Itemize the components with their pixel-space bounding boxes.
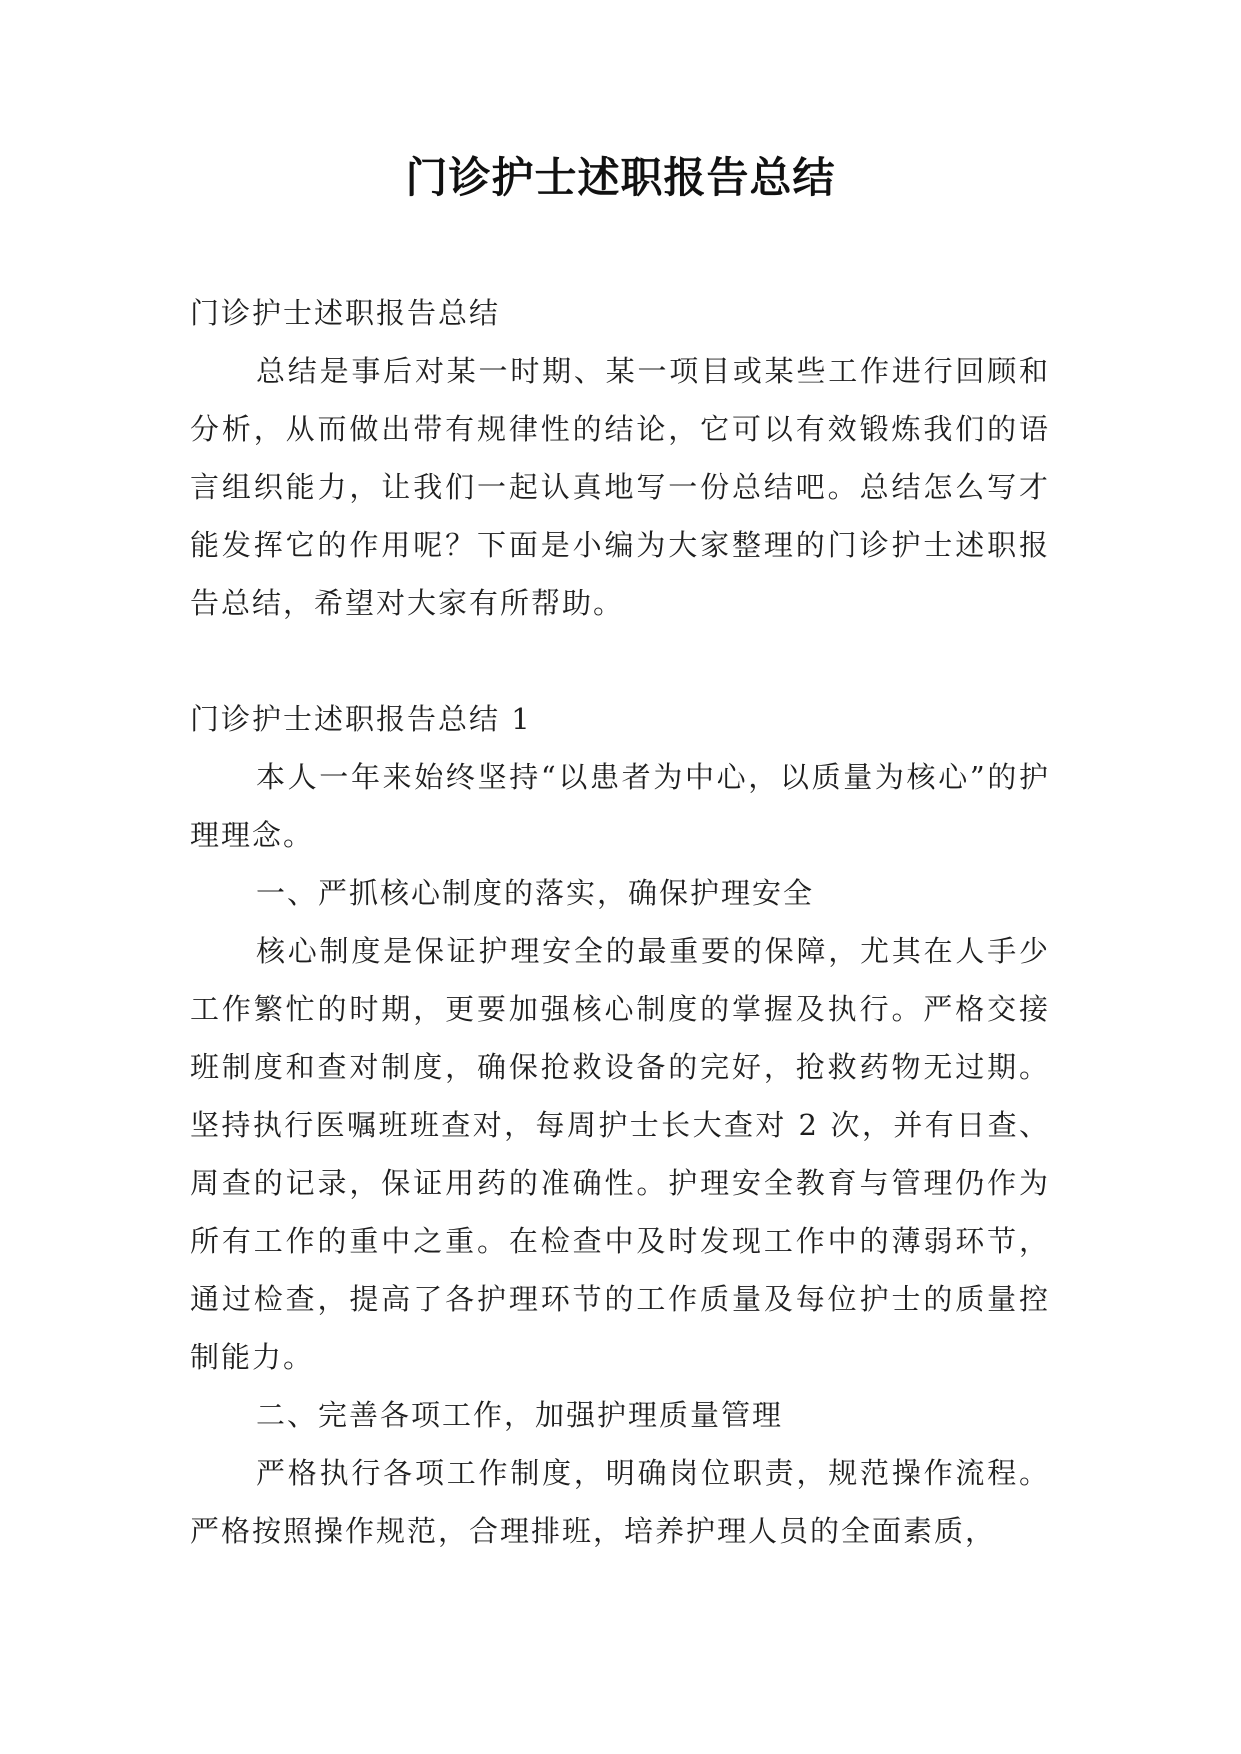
document-title: 门诊护士述职报告总结: [405, 153, 836, 202]
intro-paragraph: 总结是事后对某一时期、某一项目或某些工作进行回顾和分析，从而做出带有规律性的结论，它可以有效锻炼我们的语言组织能力，让我们一起认真地写一份总结吧。总结怎么写才能发挥它的作用呢？下面是小编为大家整理的门诊护士述职报告总结，希望对大家有所帮助。: [190, 354, 1050, 620]
section-1-heading: 门诊护士述职报告总结 1: [190, 702, 532, 736]
section-1-subheading-1: 一、严抓核心制度的落实，确保护理安全: [256, 876, 815, 910]
section-1-subheading-2: 二、完善各项工作，加强护理质量管理: [256, 1398, 784, 1432]
intro-heading: 门诊护士述职报告总结: [190, 296, 501, 330]
section-1-paragraph-1: 本人一年来始终坚持“以患者为中心，以质量为核心”的护理理念。: [190, 760, 1050, 852]
document-body: [190, 284, 1050, 1560]
section-1-paragraph-3: 严格执行各项工作制度，明确岗位职责，规范操作流程。严格按照操作规范，合理排班，培养护理人员的全面素质，: [190, 1456, 1050, 1548]
section-1-paragraph-2: 核心制度是保证护理安全的最重要的保障，尤其在人手少工作繁忙的时期，更要加强核心制度的掌握及执行。严格交接班制度和查对制度，确保抢救设备的完好，抢救药物无过期。坚持执行医嘱班班查对，每周护士长大查对 2 次，并有日查、周查的记录，保证用药的准确性。护理安全教育与管理仍作为所有工作的重中之重。在检查中及时发现工作中的薄弱环节，通过检查，提高了各护理环节的工作质量及每位护士的质量控制能力。: [190, 934, 1050, 1374]
